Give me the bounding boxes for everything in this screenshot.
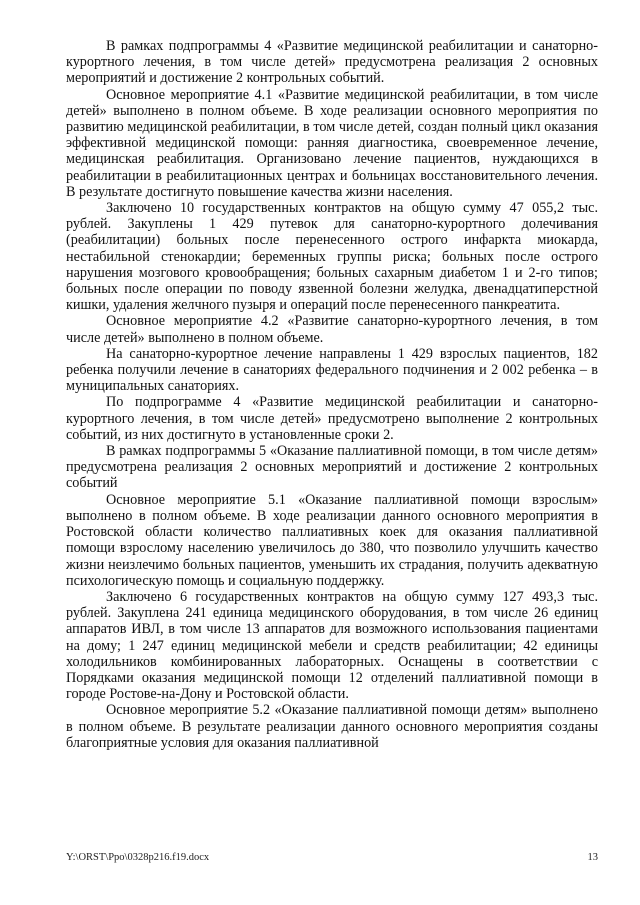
paragraph: В рамках подпрограммы 4 «Развитие медицинской реабилитации и санаторно-курортного лечения, в том числе детей» предусмотрена реализация 2 основных мероприятий и достижение 2 контрольных событий. — [66, 38, 598, 87]
paragraph: Основное мероприятие 5.1 «Оказание паллиативной помощи взрослым» выполнено в полном объеме. В ходе реализации данного основного мероприятия в Ростовской области количество паллиативных коек для оказания паллиативной помощи взрослому населению увеличилось до 380, что позволило улучшить качество жизни неизлечимо больных пациентов, уменьшить их страдания, получить адекватную психологическую помощь и социальную поддержку. — [66, 491, 598, 589]
document-body — [66, 38, 598, 751]
paragraph: Основное мероприятие 4.2 «Развитие санаторно-курортного лечения, в том числе детей» выполнено в полном объеме. — [66, 313, 598, 346]
paragraph: Заключено 6 государственных контрактов на общую сумму 127 493,3 тыс. рублей. Закуплена 241 единица медицинского оборудования, в том числе 26 единиц аппаратов ИВЛ, в том числе 13 аппаратов для возможного использования пациентами на дому; 1 247 единиц медицинской мебели и средств реабилитации; 42 единицы холодильников комбинированных лабораторных. Оснащены в соответствии с Порядками оказания медицинской помощи 12 отделений паллиативной помощи в городе Ростове-на-Дону и Ростовской области. — [66, 588, 598, 703]
paragraph: Заключено 10 государственных контрактов на общую сумму 47 055,2 тыс. рублей. Закуплены 1 429 путевок для санаторно-курортного долечивания (реабилитации) больных после перенесенного острого инфаркта миокарда, нестабильной стенокардии; беременных группы риска; больных после острого нарушения мозгового кровообращения; больных сахарным диабетом 1 и 2-го типов; больных после операции по поводу язвенной болезни желудка, двенадцатиперстной кишки, удаления желчного пузыря и операций после перенесенного панкреатита. — [66, 200, 598, 314]
paragraph: По подпрограмме 4 «Развитие медицинской реабилитации и санаторно-курортного лечения, в том числе детей» предусмотрено выполнение 2 контрольных событий, из них достигнуто в установленные сроки 2. — [66, 394, 598, 443]
paragraph: На санаторно-курортное лечение направлены 1 429 взрослых пациентов, 182 ребенка получили лечение в санаториях федерального подчинения и 2 002 ребенка – в муниципальных санаториях. — [66, 345, 598, 395]
file-path: Y:\ORST\Ppo\0328p216.f19.docx — [66, 852, 210, 863]
paragraph: Основное мероприятие 4.1 «Развитие медицинской реабилитации, в том числе детей» выполнено в полном объеме. В ходе реализации основного мероприятия по развитию медицинской реабилитации, в том числе детей, создан полный цикл оказания эффективной медицинской помощи: ранняя диагностика, своевременное лечение, медицинская реабилитация. Организовано лечение пациентов, нуждающихся в реабилитации в реабилитационных центрах и больницах восстановительного лечения. В результате достигнуто повышение качества жизни населения. — [66, 86, 598, 200]
paragraph: В рамках подпрограммы 5 «Оказание паллиативной помощи, в том числе детям» предусмотрена реализация 2 основных мероприятий и достижение 2 контрольных событий — [66, 443, 598, 492]
page-number: 13 — [587, 852, 598, 863]
paragraph: Основное мероприятие 5.2 «Оказание паллиативной помощи детям» выполнено в полном объеме. В результате реализации данного основного мероприятия созданы благоприятные условия для оказания паллиативной — [66, 702, 598, 751]
